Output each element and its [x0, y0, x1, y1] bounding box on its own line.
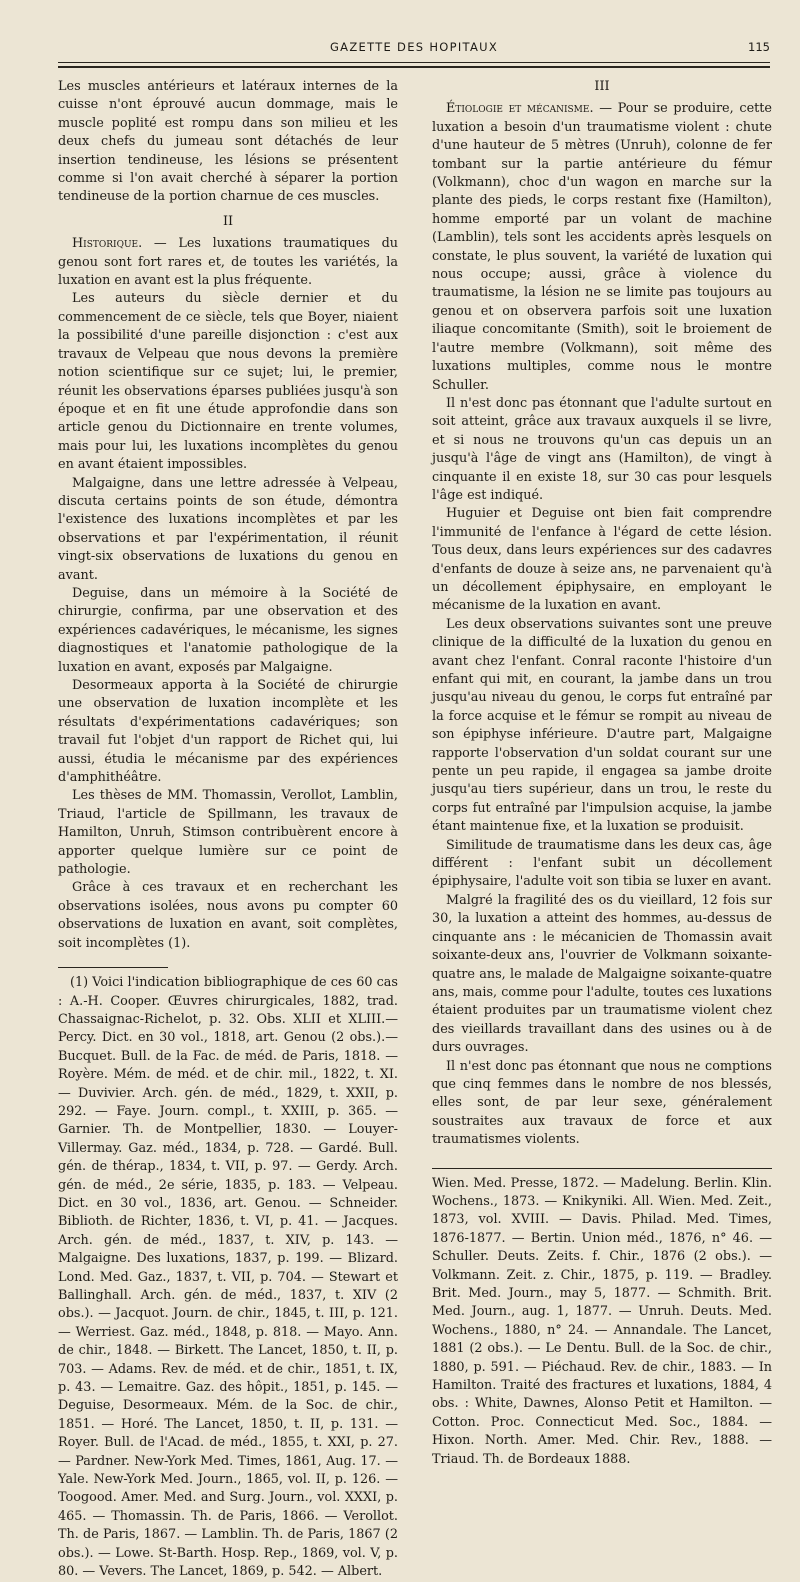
journal-title: GAZETTE DES HOPITAUX	[329, 40, 499, 54]
paragraph-authors: Les auteurs du siècle dernier et du commencement de ce siècle, tels que Boyer, niaient la possibilité d'une pareille disjonction : c'est aux travaux de Velpeau que nous devons la première notion scientifique sur ce sujet; lui, le premier, réunit les observations éparses publiées jusqu'à son époque et en fit une étude approfondie dans son article genou du Dictionnaire en trente volumes, mais pour lui, les luxations incomplètes du genou en avant étaient impossibles.	[58, 291, 398, 473]
historique-paragraph	[58, 235, 398, 290]
paragraph-two-observations: Les deux observations suivantes sont une preuve clinique de la difficulté de la luxation du genou en avant chez l'enfant. Conral raconte l'histoire d'un enfant qui mit, en courant, la jambe dans un trou jusqu'au niveau du genou, le corps fut entraîné par la force acquise et le fémur se rompit au niveau de son épiphyse inférieure. D'autre part, Malgaigne rapporte l'observation d'un soldat courant sur une pente un peu rapide, il engagea sa jambe droite jusqu'au tiers supérieur, dans un trou, le reste du corps fut entraîné par l'impulsion acquise, la jambe étant maintenue fixe, et la luxation se produisit.	[432, 616, 772, 835]
footnote-rule-right	[432, 1168, 772, 1169]
footnote-rule	[58, 967, 168, 968]
footnote-continuation: Wien. Med. Presse, 1872. — Madelung. Berlin. Klin. Wochens., 1873. — Knikyniki. All. Wien. Med. Zeit., 1873, vol. XVIII. — Davis. Philad. Med. Times, 1876-1877. — Bertin. Union méd., 1876, n° 46. — Schuller. Deuts. Zeits. f. Chir., 1876 (2 obs.). — Volkmann. Zeit. z. Chir., 1875, p. 119. — Bradley. Brit. Med. Journ., may 5, 1877. — Schmith. Brit. Med. Journ., aug. 1, 1877. — Unruh. Deuts. Med. Wochens., 1880, n° 24. — Annandale. The Lancet, 1881 (2 obs.). — Le Dentu. Bull. de la Soc. de chir., 1880, p. 591. — Piéchaud. Rev. de chir., 1883. — In Hamilton. Traité des fractures et luxations, 1884, 4 obs. : White, Dawnes, Alonso Petit et Hamilton. — Cotton. Proc. Connecticut Med. Soc., 1884. — Hixon. North. Amer. Med. Chir. Rev., 1888. — Triaud. Th. de Bordeaux 1888.	[432, 1175, 772, 1467]
paragraph-theses: Les thèses de MM. Thomassin, Verollot, Lamblin, Triaud, l'article de Spillmann, les travaux de Hamilton, Unruh, Stimson contribuèrent encore à apporter quelque lumière sur ce point de pathologie.	[58, 788, 398, 878]
footnote-block-continued	[432, 1175, 772, 1470]
page-number: 115	[748, 40, 770, 54]
header-rule-thin	[58, 62, 770, 63]
etiologie-paragraph	[432, 100, 772, 395]
paragraph-vieillard: Malgré la fragilité des os du vieillard, 12 fois sur 30, la luxation a atteint des hommes, au-dessus de cinquante ans : le mécanicien de Thomassin avait soixante-deux ans, l'ouvrier de Volkmann soixante-quatre ans, le malade de Malgaigne soixante-quatre ans, mais, comme pour l'adulte, toutes ces luxations étaient produites par un traumatisme violent chez des vieillards travaillant dans des usines ou à de durs ouvrages.	[432, 892, 772, 1056]
left-column	[58, 78, 398, 1582]
paragraph-similitude: Similitude de traumatisme dans les deux cas, âge différent : l'enfant subit un décollement épiphysaire, l'adulte voit son tibia se luxer en avant.	[432, 837, 772, 890]
paragraph-adult: Il n'est donc pas étonnant que l'adulte surtout en soit atteint, grâce aux travaux auxquels il se livre, et si nous ne trouvons qu'un cas depuis un an jusqu'à l'âge de vingt ans (Hamilton), de vingt à cinquante il en existe 18, sur 30 cas pour lesquels l'âge est indiqué.	[432, 395, 772, 503]
intro-paragraph: Les muscles antérieurs et latéraux internes de la cuisse n'ont éprouvé aucun dommage, mais le muscle poplité est rompu dans son milieu et les deux chefs du jumeau sont détachés de leur insertion tendineuse, les lésions se présentent comme si l'on avait cherché à séparer la portion tendineuse de la portion charnue de ces muscles.	[58, 79, 398, 205]
paragraph-deguise: Deguise, dans un mémoire à la Société de chirurgie, confirma, par une observation et des expériences cadavériques, le mécanisme, les signes diagnostiques et l'anatomie pathologique de la luxation en avant, exposés par Malgaigne.	[58, 585, 398, 675]
paragraph-desormeaux: Desormeaux apporta à la Société de chirurgie une observation de luxation incomplète et les résultats d'expérimentations cadavériques; son travail fut l'objet d'un rapport de Richet qui, lui aussi, étudia le mécanisme par des expériences d'amphithéâtre.	[58, 678, 398, 786]
historique-heading: Historique.	[72, 236, 143, 252]
etiologie-heading: Étiologie et mécanisme.	[446, 101, 594, 117]
footnote-block	[58, 974, 398, 1581]
etiologie-text: — Pour se produire, cette luxation a besoin d'un traumatisme violent : chute d'une hauteur de 5 mètres (Unruh), colonne de fer tombant sur la partie antérieure du fémur (Volkmann), choc d'un wagon en marche sur la plante des pieds, le corps restant fixe (Hamilton), homme emporté par un volant de machine (Lamblin), tels sont les accidents après lesquels on constate, le plus souvent, la variété de luxation qui nous occupe; aussi, grâce à violence du traumatisme, la lésion ne se limite pas toujours au genou et on observera parfois soit une luxation iliaque concomitante (Smith), soit le broiement de l'autre membre (Volkmann), soit même des luxations multiples, comme nous le montre Schuller.	[432, 101, 772, 393]
right-column	[432, 78, 772, 1469]
section-number-iii: III	[594, 79, 610, 94]
paragraph-malgaigne: Malgaigne, dans une lettre adressée à Velpeau, discuta certains points de son étude, démontra l'existence des luxations incomplètes et par les observations et par l'expérimentation, il réunit vingt-six observations de luxations du genou en avant.	[58, 475, 398, 583]
page-header	[58, 40, 770, 60]
section-number-ii: II	[222, 213, 234, 229]
paragraph-huguier: Huguier et Deguise ont bien fait comprendre l'immunité de l'enfance à l'égard de cette lésion. Tous deux, dans leurs expériences sur des cadavres d'enfants de douze à seize ans, ne parvenaient qu'à un décollement épiphysaire, en employant le mécanisme de la luxation en avant.	[432, 506, 772, 614]
header-rule-thick	[58, 66, 770, 68]
paragraph-femmes: Il n'est donc pas étonnant que nous ne comptions que cinq femmes dans le nombre de nos blessés, elles sont, de par leur sexe, généralement soustraites aux travaux de force et aux traumatismes violents.	[432, 1058, 772, 1148]
footnote-bibliography: (1) Voici l'indication bibliographique de ces 60 cas : A.-H. Cooper. Œuvres chirurgicales, 1882, trad. Chassaignac-Richelot, p. 32. Obs. XLII et XLIII.—Percy. Dict. en 30 vol., 1818, art. Genou (2 obs.).— Bucquet. Bull. de la Fac. de méd. de Paris, 1818. — Royère. Mém. de méd. et de chir. mil., 1822, t. XI. — Duvivier. Arch. gén. de méd., 1829, t. XXII, p. 292. — Faye. Journ. compl., t. XXIII, p. 365. — Garnier. Th. de Montpellier, 1830. — Louyer-Villermay. Gaz. méd., 1834, p. 728. — Gardé. Bull. gén. de thérap., 1834, t. VII, p. 97. — Gerdy. Arch. gén. de méd., 2e série, 1835, p. 183. — Velpeau. Dict. en 30 vol., 1836, art. Genou. — Schneider. Biblioth. de Richter, 1836, t. VI, p. 41. — Jacques. Arch. gén. de méd., 1837, t. XIV, p. 143. — Malgaigne. Des luxations, 1837, p. 199. — Blizard. Lond. Med. Gaz., 1837, t. VII, p. 704. — Stewart et Ballinghall. Arch. gén. de méd., 1837, t. XIV (2 obs.). — Jacquot. Journ. de chir., 1845, t. III, p. 121. — Werriest. Gaz. méd., 1848, p. 818. — Mayo. Ann. de chir., 1848. — Birkett. The Lancet, 1850, t. II, p. 703. — Adams. Rev. de méd. et de chir., 1851, t. IX, p. 43. — Lemaitre. Gaz. des hôpit., 1851, p. 145. — Deguise, Desormeaux. Mém. de la Soc. de chir., 1851. — Horé. The Lancet, 1850, t. II, p. 131. — Royer. Bull. de l'Acad. de méd., 1855, t. XXI, p. 27. — Pardner. New-York Med. Times, 1861, Aug. 17. — Yale. New-York Med. Journ., 1865, vol. II, p. 126. — Toogood. Amer. Med. and Surg. Journ., vol. XXXI, p. 465. — Thomassin. Th. de Paris, 1866. — Verollot. Th. de Paris, 1867. — Lamblin. Th. de Paris, 1867 (2 obs.). — Lowe. St-Barth. Hosp. Rep., 1869, vol. V, p. 80. — Vevers. The Lancet, 1869, p. 542. — Albert.	[58, 975, 398, 1580]
paragraph-count: Grâce à ces travaux et en recherchant les observations isolées, nous avons pu compter 60 observations de luxation en avant, soit complètes, soit incomplètes (1).	[58, 880, 398, 951]
historique-text: — Les luxations traumatiques du genou sont fort rares et, de toutes les variétés, la luxation en avant est la plus fréquente.	[58, 236, 398, 289]
